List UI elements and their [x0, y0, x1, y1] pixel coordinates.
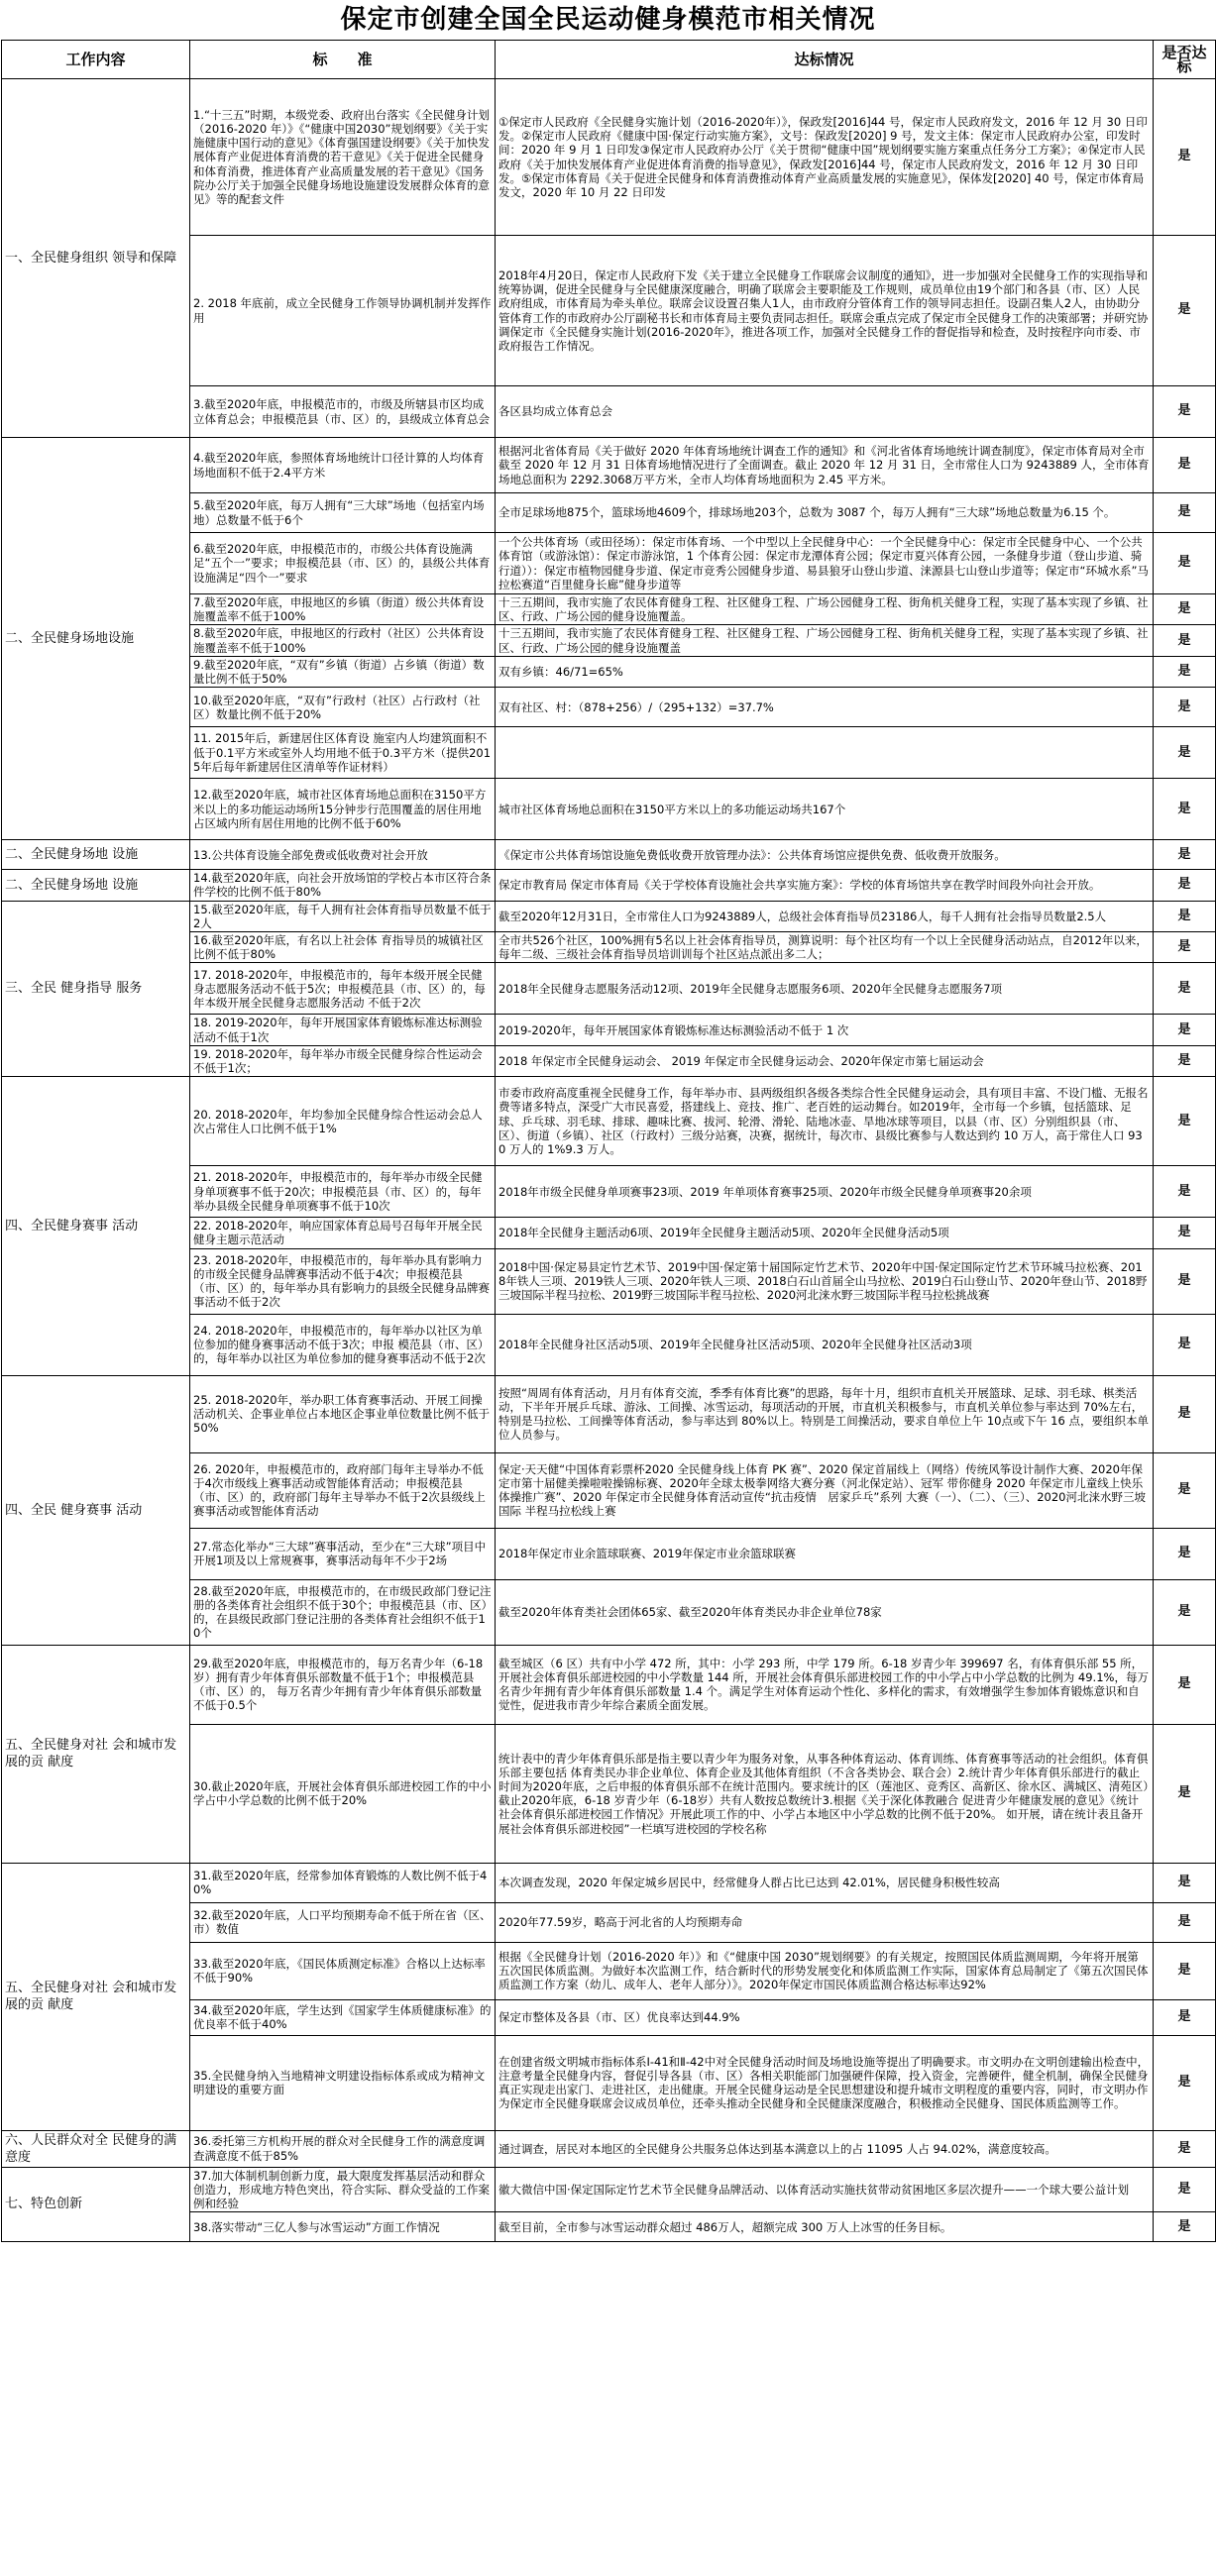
header-work-content: 工作内容: [2, 41, 190, 79]
standard-cell: 4.截至2020年底，参照体育场地统计口径计算的人均体育场地面积不低于2.4平方米: [190, 438, 496, 493]
table-row: [2, 1645, 1216, 1724]
achievement-cell: 十三五期间，我市实施了农民体育健身工程、社区健身工程、广场公园健身工程、街角机关健身工程，实现了基本实现了乡镇、社区、行政、广场公园的健身设施覆盖: [496, 625, 1154, 656]
standard-cell: 26. 2020年，申报模范市的，政府部门每年主导举办不低于4次市级线上赛事活动或智能体育活动；申报模范县（市、区）的，政府部门每年主导举办不低于2次县级线上赛事活动或智能体育活动: [190, 1452, 496, 1528]
compliance-cell: 是: [1154, 779, 1216, 840]
compliance-cell: 是: [1154, 870, 1216, 901]
table-row: [2, 1375, 1216, 1452]
compliance-cell: 是: [1154, 1077, 1216, 1166]
table-row: [2, 901, 1216, 931]
achievement-cell: 一个公共体育场（或田径场）：保定市体育场、一个中型以上全民健身中心：一个全民健身中心：保定市全民健身中心、一个公共体育馆（或游泳馆）：保定市游泳馆，1 个体育公园：保定市龙潭体育公园；保定市夏兴体育公园，一条健身步道（登山步道、骑行道））：保定市植物园健身步道、保定市竞秀公园健身步道、易县狼牙山登山步道、涞源县七山登山步道等；保定市“环城水系”马拉松赛道“百里健身长廊”健身步道等: [496, 533, 1154, 594]
standard-cell: 24. 2018-2020年，申报模范市的，每年举办以社区为单位参加的健身赛事活动不低于3次；申报 模范县（市、区）的，每年举办以社区为单位参加的健身赛事活动不低于2次: [190, 1314, 496, 1375]
compliance-cell: 是: [1154, 2212, 1216, 2242]
compliance-cell: 是: [1154, 688, 1216, 727]
standard-cell: 35.全民健身纳入当地精神文明建设指标体系或成为精神文明建设的重要方面: [190, 2035, 496, 2130]
category-cell: 四、全民健身赛事 活动: [2, 1077, 190, 1375]
category-cell: 五、全民健身对社 会和城市发展的贡 献度: [2, 1645, 190, 1863]
standard-cell: 7.截至2020年底，申报地区的乡镇（街道）级公共体育设施覆盖率不低于100%: [190, 594, 496, 625]
header-row: [2, 41, 1216, 79]
compliance-cell: 是: [1154, 1528, 1216, 1579]
standard-cell: 30.截止2020年底，开展社会体育俱乐部进校园工作的中小学占中小学总数的比例不低于20%: [190, 1724, 496, 1863]
achievement-cell: 截至2020年12月31日，全市常住人口为9243889人，总级社会体育指导员23186人，每千人拥有社会指导员数量2.5人: [496, 901, 1154, 931]
standard-cell: 17. 2018-2020年，申报模范市的，每年本级开展全民健身志愿服务活动不低于5次；申报模范县（市、区）的，每年本级开展全民健身志愿服务活动 不低于2次: [190, 963, 496, 1015]
category-cell: 二、全民健身场地 设施: [2, 870, 190, 901]
compliance-cell: 是: [1154, 2167, 1216, 2212]
compliance-cell: 是: [1154, 438, 1216, 493]
standard-cell: 28.截至2020年底，申报模范市的，在市级民政部门登记注册的各类体育社会组织不低于30个；申报模范县（市、区）的，在县级民政部门登记注册的各类体育社会组织不低于10个: [190, 1579, 496, 1645]
compliance-cell: 是: [1154, 1375, 1216, 1452]
table-body: [2, 79, 1216, 2242]
achievement-cell: 各区县均成立体育总会: [496, 386, 1154, 438]
category-cell: 二、全民健身场地设施: [2, 438, 190, 840]
achievement-cell: 双有社区、村：（878+256）/（295+132）=37.7%: [496, 688, 1154, 727]
standard-cell: 38.落实带动“三亿人参与冰雪运动”方面工作情况: [190, 2212, 496, 2242]
compliance-cell: 是: [1154, 236, 1216, 386]
standard-cell: 25. 2018-2020年，举办职工体育赛事活动、开展工间操活动机关、企事业单位占本地区企事业单位数量比例不低于50%: [190, 1375, 496, 1452]
compliance-cell: 是: [1154, 1045, 1216, 1076]
compliance-cell: 是: [1154, 1902, 1216, 1942]
achievement-cell: 徽大微信中国·保定国际定竹艺术节全民健身品牌活动、以体育活动实施扶贫带动贫困地区多层次提升——一个球大要公益计划: [496, 2167, 1154, 2212]
achievement-cell: 2018年保定市业余篮球联赛、2019年保定市业余篮球联赛: [496, 1528, 1154, 1579]
standard-cell: 14.截至2020年底，向社会开放场馆的学校占本市区符合条件学校的比例不低于80%: [190, 870, 496, 901]
standard-cell: 32.截至2020年底，人口平均预期寿命不低于所在省（区、市）数值: [190, 1902, 496, 1942]
compliance-cell: 是: [1154, 727, 1216, 779]
category-cell: 六、人民群众对全 民健身的满意度: [2, 2130, 190, 2167]
compliance-cell: 是: [1154, 1942, 1216, 1999]
compliance-cell: 是: [1154, 1579, 1216, 1645]
achievement-cell: 根据《全民健身计划（2016-2020 年）》和《“健康中国 2030”规划纲要》的有关规定，按照国民体质监测周期，今年将开展第五次国民体质监测。为做好本次监测工作，结合新时代的形势发展变化和体质监测工作实际，国家体育总局制定了《第五次国民体质监测工作方案（幼儿、成年人、老年人部分）》。2020年保定市国民体质监测合格达标率达92%: [496, 1942, 1154, 1999]
compliance-cell: 是: [1154, 1452, 1216, 1528]
achievement-cell: 保定市整体及各县（市、区）优良率达到44.9%: [496, 1999, 1154, 2035]
compliance-cell: 是: [1154, 2035, 1216, 2130]
compliance-cell: 是: [1154, 533, 1216, 594]
achievement-cell: 按照“周周有体育活动，月月有体育交流，季季有体育比赛”的思路，每年十月，组织市直机关开展篮球、足球、羽毛球、棋类活动，下半年开展乒乓球、游泳、工间操、冰雪运动，每项活动的开展，市直机关积极参与，市直机关单位参与率达到 70%左右，特别是马拉松、工间操等体育活动，参与率达到 80%以上。特别是工间操活动，要求自单位上午 10点或下午 16 点，要组织本单位人员参与。: [496, 1375, 1154, 1452]
standard-cell: 6.截至2020年底，申报模范市的，市级公共体育设施满足“五个一”要求；申报模范县（市、区）的，县级公共体育设施满足“四个一”要求: [190, 533, 496, 594]
standard-cell: 3.截至2020年底，申报模范市的，市级及所辖县市区均成立体育总会；申报模范县（市、区）的，县级成立体育总会: [190, 386, 496, 438]
achievement-cell: 在创建省级文明城市指标体系Ⅰ-41和Ⅱ-42中对全民健身活动时间及场地设施等提出了明确要求。市文明办在文明创建输出检查中，注意考量全民健身内容，督促引导各县（市、区）各相关职能部门加强硬件保障，投入资金，完善硬件，健全机制，确保全民健身真正实现走出家门、走进社区，走出健康。开展全民健身运动是全民思想建设和提升城市文明程度的重要内容，同时，市文明办作为保定市全民健身联席会议成员单位，还牵头推动全民健身和全民健康深度融合，积极推动全民健身、国民体质监测等工作。: [496, 2035, 1154, 2130]
standard-cell: 2. 2018 年底前，成立全民健身工作领导协调机制并发挥作用: [190, 236, 496, 386]
table-row: [2, 438, 1216, 493]
standard-cell: 10.截至2020年底，“双有”行政村（社区）占行政村（社区）数量比例不低于20%: [190, 688, 496, 727]
header-standard: 标 准: [190, 41, 496, 79]
compliance-cell: 是: [1154, 656, 1216, 687]
standard-cell: 22. 2018-2020年，响应国家体育总局号召每年开展全民健身主题示范活动: [190, 1218, 496, 1248]
table-row: [2, 1077, 1216, 1166]
achievement-cell: 2019-2020年，每年开展国家体育锻炼标准达标测验活动不低于 1 次: [496, 1015, 1154, 1045]
compliance-cell: 是: [1154, 1218, 1216, 1248]
compliance-cell: 是: [1154, 1248, 1216, 1314]
compliance-cell: 是: [1154, 901, 1216, 931]
compliance-cell: 是: [1154, 963, 1216, 1015]
header-achievement: 达标情况: [496, 41, 1154, 79]
standard-cell: 23. 2018-2020年，申报模范市的，每年举办具有影响力的市级全民健身品牌赛事活动不低于4次；申报模范县（市、区）的，每年举办具有影响力的县级全民健身品牌赛事活动不低于2次: [190, 1248, 496, 1314]
standard-cell: 33.截至2020年底，《国民体质测定标准》合格以上达标率不低于90%: [190, 1942, 496, 1999]
achievement-cell: 通过调查，居民对本地区的全民健身公共服务总体达到基本满意以上的占 11095 人占 94.02%，满意度较高。: [496, 2130, 1154, 2167]
achievement-cell: 十三五期间，我市实施了农民体育健身工程、社区健身工程、广场公园健身工程、街角机关健身工程，实现了基本实现了乡镇、社区、行政、广场公园的健身设施覆盖。: [496, 594, 1154, 625]
standard-cell: 13.公共体育设施全部免费或低收费对社会开放: [190, 840, 496, 870]
compliance-cell: 是: [1154, 493, 1216, 533]
compliance-cell: 是: [1154, 1314, 1216, 1375]
standards-table: [1, 40, 1216, 2242]
achievement-cell: 截至城区（6 区）共有中小学 472 所，其中：小学 293 所，中学 179 所。6-18 岁青少年 399697 名，有体育俱乐部 55 所，开展社会体育俱乐部进校园的中小学数量 144 所，开展社会体育俱乐部进校园工作的中小学占中小学总数的比例为 49.1%，每万名青少年拥有青少年体育俱乐部数量 1.4 个。满足学生对体育运动个性化、多样化的需求，有效增强学生参加体育锻炼意识和自觉性，促进我市青少年综合素质全面发展。: [496, 1645, 1154, 1724]
table-row: [2, 870, 1216, 901]
achievement-cell: [496, 727, 1154, 779]
achievement-cell: 本次调查发现，2020 年保定城乡居民中，经常健身人群占比已达到 42.01%，居民健身积极性较高: [496, 1863, 1154, 1902]
standard-cell: 5.截至2020年底，每万人拥有“三大球”场地（包括室内场地）总数量不低于6个: [190, 493, 496, 533]
standard-cell: 36.委托第三方机构开展的群众对全民健身工作的满意度调查满意度不低于85%: [190, 2130, 496, 2167]
standard-cell: 29.截至2020年底，申报模范市的，每万名青少年（6-18岁）拥有青少年体育俱乐部数量不低于1个；申报模范县（市、区）的， 每万名青少年拥有青少年体育俱乐部数量不低于0.5个: [190, 1645, 496, 1724]
achievement-cell: 保定·天天健“中国体育彩票杯2020 全民健身线上体育 PK 赛”、2020 保定首届线上（网络）传统风筝设计制作大赛、2020年保定市第十届健美操啦啦操锦标赛、2020年全球太极拳网络大赛分赛（河北保定站）、冠军 带你健身 2020 年保定市儿童线上快乐体操推广赛”、2020 年保定市全民健身体育活动宣传“抗击疫情 居家乒乓”系列 大赛（一）、（二）、（三）、2020河北涞水野三坡国际 半程马拉松线上赛: [496, 1452, 1154, 1528]
achievement-cell: 全市共526个社区，100%拥有5名以上社会体育指导员，测算说明：每个社区均有一个以上全民健身活动站点，自2012年以来，每年二级、三级社会体育指导员培训训每个社区站点派出多二人；: [496, 932, 1154, 963]
standard-cell: 1.“十三五”时期，本级党委、政府出台落实《全民健身计划（2016-2020 年）》《“健康中国2030”规划纲要》《关于实施健康中国行动的意见》《体育强国建设纲要》《关于加快发展体育产业促进体育消费的若干意见》《关于促进全民健身和体育消费，推进体育产业高质量发展的若干意见》《国务院办公厅关于加强全民健身场地设施建设发展群众体育的意见》等的配套文件: [190, 79, 496, 236]
achievement-cell: 统计表中的青少年体育俱乐部是指主要以青少年为服务对象，从事各种体育运动、体育训练、体育赛事等活动的社会组织。体育俱乐部主要包括 体育类民办非企业单位、体育企业及其他体育组织（不含各类协会、联合会）2.统计青少年体育俱乐部进行的截止时间为2020年底，之后申报的体育俱乐部不在统计范围内。要求统计的区（莲池区、竞秀区、高新区、徐水区、满城区、清苑区）截止2020年底，6-18 岁青少年（6-18岁）共有人数按总数统计3.根据《关于深化体教融合 促进青少年健康发展的意见》《统计社会体育俱乐部进校园工作情况》开展此项工作的中、小学占本地区中小学总数的比例不低于20%。 如开展，请在统计表且备开展社会体育俱乐部进校园”一栏填写进校园的学校名称: [496, 1724, 1154, 1863]
standard-cell: 8.截至2020年底，申报地区的行政村（社区）公共体育设施覆盖率不低于100%: [190, 625, 496, 656]
category-cell: 二、全民健身场地 设施: [2, 840, 190, 870]
standard-cell: 18. 2019-2020年，每年开展国家体育锻炼标准达标测验活动不低于1次: [190, 1015, 496, 1045]
achievement-cell: 保定市教育局 保定市体育局《关于学校体育设施社会共享实施方案》：学校的体育场馆共享在教学时间段外向社会开放。: [496, 870, 1154, 901]
compliance-cell: 是: [1154, 840, 1216, 870]
achievement-cell: 2018年全民健身社区活动5项、2019年全民健身社区活动5项、2020年全民健身社区活动3项: [496, 1314, 1154, 1375]
standard-cell: 9.截至2020年底，“双有”乡镇（街道）占乡镇（街道）数量比例不低于50%: [190, 656, 496, 687]
category-cell: 五、全民健身对社 会和城市发展的贡 献度: [2, 1863, 190, 2130]
compliance-cell: 是: [1154, 79, 1216, 236]
compliance-cell: 是: [1154, 594, 1216, 625]
achievement-cell: 《保定市公共体育场馆设施免费低收费开放管理办法》：公共体育场馆应提供免费、低收费开放服务。: [496, 840, 1154, 870]
standard-cell: 16.截至2020年底，有名以上社会体 育指导员的城镇社区比例不低于80%: [190, 932, 496, 963]
achievement-cell: 截至2020年体育类社会团体65家、截至2020年体育类民办非企业单位78家: [496, 1579, 1154, 1645]
page-title: 保定市创建全国全民运动健身模范市相关情况: [340, 5, 876, 35]
table-row: [2, 2167, 1216, 2212]
achievement-cell: 双有乡镇：46/71=65%: [496, 656, 1154, 687]
standard-cell: 20. 2018-2020年，年均参加全民健身综合性运动会总人次占常住人口比例不低于1%: [190, 1077, 496, 1166]
achievement-cell: 城市社区体育场地总面积在3150平方米以上的多功能运动场共167个: [496, 779, 1154, 840]
achievement-cell: 2018 年保定市全民健身运动会、 2019 年保定市全民健身运动会、2020年保定市第七届运动会: [496, 1045, 1154, 1076]
compliance-cell: 是: [1154, 1015, 1216, 1045]
achievement-cell: 2018中国·保定易县定竹艺术节、2019中国·保定第十届国际定竹艺术节、2020年中国·保定国际定竹艺术节环城马拉松赛、2018年铁人三项、2019铁人三项、2020年铁人三项、2018白石山首届全山马拉松、2019白石山登山节、2020年登山节、2018野三坡国际半程马拉松、2019野三坡国际半程马拉松、2020河北涞水野三坡国际半程马拉松挑战赛: [496, 1248, 1154, 1314]
standard-cell: 37.加大体制机制创新力度，最大限度发挥基层活动和群众创造力，形成地方特色突出，符合实际、群众受益的工作案例和经验: [190, 2167, 496, 2212]
achievement-cell: 2018年全民健身志愿服务活动12项、2019年全民健身志愿服务6项、2020年全民健身志愿服务7项: [496, 963, 1154, 1015]
achievement-cell: 根据河北省体育局《关于做好 2020 年体育场地统计调查工作的通知》和《河北省体育场地统计调查制度》，保定市体育局对全市截至 2020 年 12 月 31 日体育场地情况进行了全面调查。截止 2020 年 12 月 31 日，全市常住人口为 9243889 人，全市体育场地总面积为 2292.3068万平方米，全市人均体育场地面积为 2.45 平方米。: [496, 438, 1154, 493]
standard-cell: 21. 2018-2020年，申报模范市的，每年举办市级全民健身单项赛事不低于20次；申报模范县（市、区）的，每年举办县级全民健身单项赛事不低于10次: [190, 1166, 496, 1218]
table-row: [2, 2130, 1216, 2167]
compliance-cell: 是: [1154, 1863, 1216, 1902]
compliance-cell: 是: [1154, 2130, 1216, 2167]
compliance-cell: 是: [1154, 1999, 1216, 2035]
achievement-cell: 全市足球场地875个，篮球场地4609个，排球场地203个，总数为 3087 个，每万人拥有“三大球”场地总数量为6.15 个。: [496, 493, 1154, 533]
category-cell: 一、全民健身组织 领导和保障: [2, 79, 190, 438]
category-cell: 七、特色创新: [2, 2167, 190, 2242]
standard-cell: 34.截至2020年底，学生达到《国家学生体质健康标准》的优良率不低于40%: [190, 1999, 496, 2035]
category-cell: 四、全民 健身赛事 活动: [2, 1375, 190, 1645]
standard-cell: 27.常态化举办“三大球”赛事活动，至少在“三大球”项目中开展1项及以上常规赛事，赛事活动每年不少于2场: [190, 1528, 496, 1579]
table-row: [2, 840, 1216, 870]
standard-cell: 15.截至2020年底，每千人拥有社会体育指导员数量不低于2人: [190, 901, 496, 931]
table-row: [2, 1863, 1216, 1902]
achievement-cell: ①保定市人民政府《全民健身实施计划（2016-2020年）》，保政发[2016]44 号，保定市人民政府发文，2016 年 12 月 30 日印发。②保定市人民政府《健康中国·保定行动实施方案》，文号：保政发[2020] 9 号，发文主体：保定市人民政府办公室，印发时间：2020 年 9 月 1 日印发③保定市人民政府办公厅《关于贯彻“健康中国”规划纲要实施方案重点任务分工方案》；④保定市人民政府《关于加快发展体育产业促进体育消费的指导意见》，保政发[2016]44 号，保定市人民政府发文，2016 年 12 月 30 日印发。⑤保定市体育局《关于促进全民健身和体育消费推动体育产业高质量发展的实施意见》，保体发[2020] 40 号，保定市体育局发文，2020 年 10 月 22 日印发: [496, 79, 1154, 236]
achievement-cell: 2018年市级全民健身单项赛事23项、2019 年单项体育赛事25项、2020年市级全民健身单项赛事20余项: [496, 1166, 1154, 1218]
compliance-cell: 是: [1154, 932, 1216, 963]
achievement-cell: 截至目前，全市参与冰雪运动群众超过 486万人，超额完成 300 万人上冰雪的任务目标。: [496, 2212, 1154, 2242]
compliance-cell: 是: [1154, 1166, 1216, 1218]
achievement-cell: 2018年4月20日，保定市人民政府下发《关于建立全民健身工作联席会议制度的通知》，进一步加强对全民健身工作的实现指导和统筹协调，促进全民健身与全民健康深度融合，明确了联席会主要职能及工作规则，成员单位由19个部门和各县（市、区）人民政府组成，市体育局为牵头单位。联席会议设置召集人1人，由市政府分管体育工作的领导同志担任。设副召集人2人，由协助分管体育工作的市政府办公厅副秘书长和市体育局主要负责同志担任。联席会重点完成了保定市全民健身工作的决策部署；并研究协调保定市《全民健身实施计划(2016-2020年》，推进各项工作，加强对全民健身工作的督促指导和检查，及时按程序向市委、市政府报告工作情况。: [496, 236, 1154, 386]
header-compliant: 是否达标: [1154, 41, 1216, 79]
category-cell: 三、全民 健身指导 服务: [2, 901, 190, 1077]
compliance-cell: 是: [1154, 1645, 1216, 1724]
standard-cell: 11. 2015年后，新建居住区体育设 施室内人均建筑面积不低于0.1平方米或室外人均用地不低于0.3平方米（提供2015年后每年新建居住区清单等作证材料）: [190, 727, 496, 779]
standard-cell: 31.截至2020年底，经常参加体育锻炼的人数比例不低于40%: [190, 1863, 496, 1902]
standard-cell: 19. 2018-2020年，每年举办市级全民健身综合性运动会不低于1次；: [190, 1045, 496, 1076]
table-row: [2, 79, 1216, 236]
standard-cell: 12.截至2020年底，城市社区体育场地总面积在3150平方米以上的多功能运动场所15分钟步行范围覆盖的居住用地占区域内所有居住用地的比例不低于60%: [190, 779, 496, 840]
compliance-cell: 是: [1154, 1724, 1216, 1863]
achievement-cell: 市委市政府高度重视全民健身工作，每年举办市、县两级组织各级各类综合性全民健身运动会，具有项目丰富、不设门槛、无报名费等诸多特点，深受广大市民喜爱，搭建线上、竞技、推广、老百姓的运动舞台。如2019年，全市每一个乡镇，包括篮球、足球、乒乓球、羽毛球、排球、趣味比赛、拔河、轮滑、滑轮、陆地冰壶、旱地冰球等项目，以县（市、区）分别组织县（市、区）、街道（乡镇）、社区（行政村）三级分站赛，决赛，据统计，每次市、县级比赛参与人数达到约 10 万人，高于常住人口 930 万人的 1%9.3 万人。: [496, 1077, 1154, 1166]
compliance-cell: 是: [1154, 386, 1216, 438]
achievement-cell: 2018年全民健身主题活动6项、2019年全民健身主题活动5项、2020年全民健身活动5项: [496, 1218, 1154, 1248]
compliance-cell: 是: [1154, 625, 1216, 656]
achievement-cell: 2020年77.59岁，略高于河北省的人均预期寿命: [496, 1902, 1154, 1942]
